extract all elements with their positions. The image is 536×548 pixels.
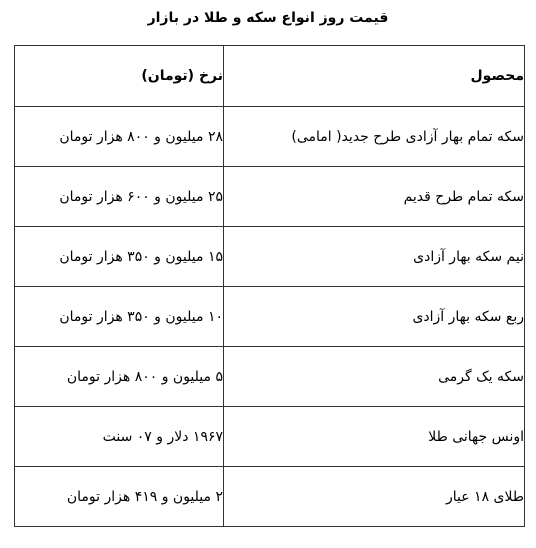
header-product: محصول	[224, 46, 525, 107]
product-price: ۱۹۶۷ دلار و ۰۷ سنت	[15, 407, 224, 467]
table-row	[15, 227, 525, 287]
product-name: ربع سکه بهار آزادی	[224, 287, 525, 347]
product-price: ۲ میلیون و ۴۱۹ هزار تومان	[15, 467, 224, 527]
product-price: ۱۰ میلیون و ۳۵۰ هزار تومان	[15, 287, 224, 347]
product-price: ۲۵ میلیون و ۶۰۰ هزار تومان	[15, 167, 224, 227]
table-row	[15, 107, 525, 167]
product-name: سکه تمام طرح قدیم	[224, 167, 525, 227]
table-header-row	[15, 46, 525, 107]
product-name: سکه یک گرمی	[224, 347, 525, 407]
product-price: ۵ میلیون و ۸۰۰ هزار تومان	[15, 347, 224, 407]
price-table	[14, 45, 525, 527]
product-name: اونس جهانی طلا	[224, 407, 525, 467]
table-row	[15, 347, 525, 407]
product-price: ۱۵ میلیون و ۳۵۰ هزار تومان	[15, 227, 224, 287]
product-price: ۲۸ میلیون و ۸۰۰ هزار تومان	[15, 107, 224, 167]
table-row	[15, 407, 525, 467]
table-row	[15, 467, 525, 527]
product-name: طلای ۱۸ عیار	[224, 467, 525, 527]
table-row	[15, 287, 525, 347]
product-name: سکه تمام بهار آزادی طرح جدید( امامی)	[224, 107, 525, 167]
page-title: قیمت روز انواع سکه و طلا در بازار	[147, 10, 389, 26]
header-price: نرخ (تومان)	[15, 46, 224, 107]
product-name: نیم سکه بهار آزادی	[224, 227, 525, 287]
table-row	[15, 167, 525, 227]
